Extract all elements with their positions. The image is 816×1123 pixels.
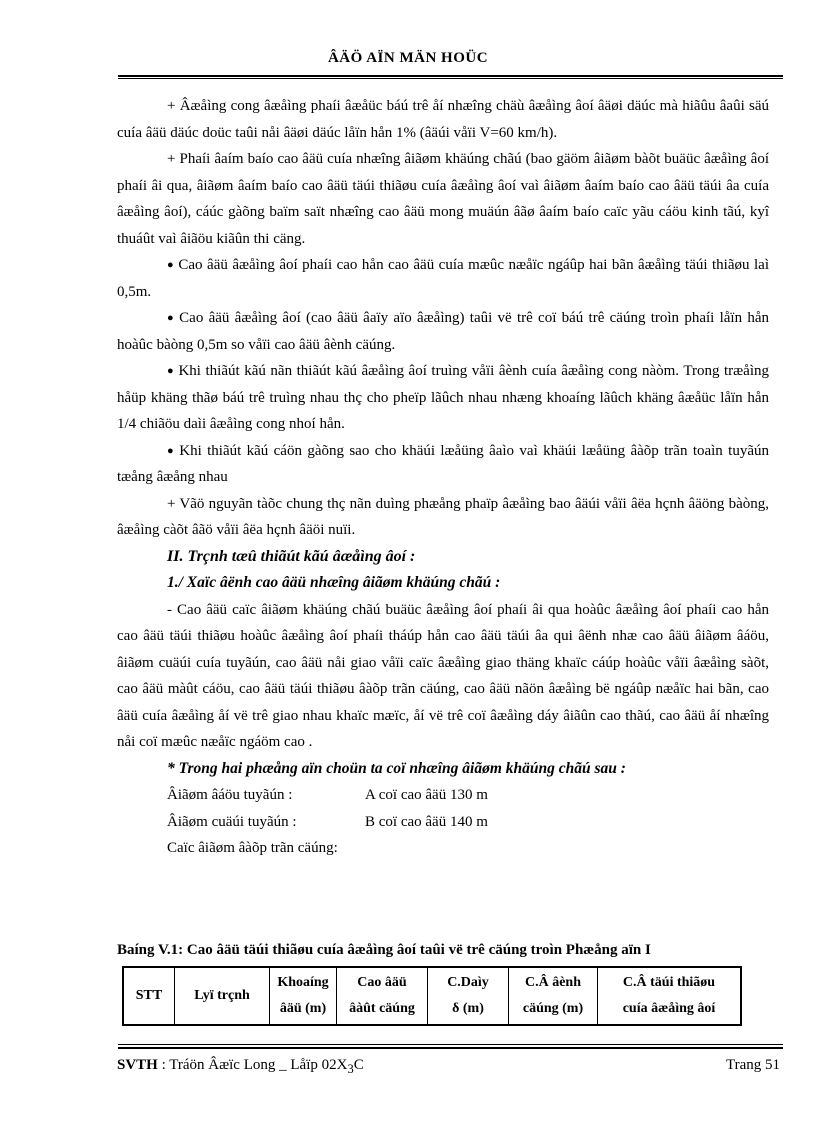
header-rule-thin [118,78,783,79]
control-point-label: Âiãøm âáöu tuyãún : [167,787,293,803]
header-rule [118,75,783,77]
header-top-elevation: C.Â âènh cäúng (m) [509,967,598,1025]
bullet-icon: ● [167,312,176,324]
footer-author: SVTH : Tráön Âæïc Long _ Låïp $02X_3C$ [117,1057,364,1076]
document-body [117,93,769,862]
paragraph-control-points: + Phaíi âaím baío cao âäü cuía nhæîng âiãøm khäúng chãú (bao gäöm âiãøm bàõt buäüc âæåìng âoí phaíi âi qua, âiãøm âaím baío cao âäü täúi thiãøu cuía âæåìng âoí vaì âiãøm âaím baío cao âäü täúi âa cuía âæåìng âoí), cáúc gàõng baïm saït nhæîng cao âäü mong muäún âãø âaím baío caïc yãu cáöu kinh tãú, kyî thuáût vaì âiãöu kiãûn thi cäng. [117,151,769,247]
bullet-culvert-height [117,305,769,358]
bullet-curve-coincide [117,358,769,438]
footer-page-number: Trang 51 [725,1057,780,1073]
header-span: Khoaíng âäü (m) [270,967,337,1025]
bullet-text: Cao âäü âæåìng âoí (cao âäü âaïy aïo âæåìng) taûi vë trê coï báú trê cäúng troìn phaíi låïn hån hoàûc bàòng 0,5m so våïi cao âäü âènh cäúng. [117,310,769,353]
bullet-icon: ● [167,444,176,457]
paragraph-control-elevations: - Cao âäü caïc âiãøm khäúng chãú buäüc âæåìng âoí phaíi âi qua hoàûc âæåìng âoí phaíi cao hån cao âäü täúi thiãøu hoàûc âæåìng âoí phaíi tháúp hån cao âäü täúi âa qui âënh nhæ cao âäü âiãøm âáöu, âiãøm cuäúi cuía tuyãún, cao âäü nåi giao våïi caïc âæåìng giao thäng khaïc cáúp hoàûc våïi âæåìng sàõt, cao âäü màût cáöu, cao âäü täúi thiãøu âàõp trãn cäúng, cao âäü nãön âæåìng bë ngáûp næåïc hai bãn, cao âäü cuía âæåìng åí vë trê giao nhau khaïc mæïc, åí vë trê coï âæåìng dáy âiãûn cao thãú, cao âäü åí nhæîng nåi coï mæûc næåïc ngáöm cao . [117,601,769,750]
control-point-end [117,809,769,836]
table-caption: Baíng V.1: Cao âäü täúi thiãøu cuía âæåìng âoí taûi vë trê cäúng troìn Phæång aïn I [117,942,651,958]
footer-rule-thin [118,1044,783,1045]
note-heading: * Trong hai phæång aïn choün ta coï nhæîng âiãøm khäúng chãú sau : [167,759,626,777]
footer-rule [118,1047,783,1049]
control-point-start [117,782,769,809]
bullet-cut-fill-balance [117,438,769,491]
bullet-text: Khi thiãút kãú cáön gàõng sao cho khäúi læåüng âaìo vaì khäúi læåüng âàõp trãn toaìn tuyãún tæång âæång nhau [117,442,769,485]
bullet-text: Cao âäü âæåìng âoí phaíi cao hån cao âäü cuía mæûc næåïc ngáûp hai bãn âæåìng täúi thiãøu laì 0,5m. [117,257,769,300]
paragraph-curve-placement: + Âæåìng cong âæåìng phaíi âæåüc báú trê åí nhæîng chäù âæåìng âoí âäøi däúc mà hiãûu âaûi säú cuía âäü däúc doüc taûi nåi âäøi däúc låïn hån 1% (âäúi våïi V=60 km/h). [117,98,769,141]
table-header-row [123,967,741,1025]
bullet-flood-level [117,252,769,305]
culverts-line: Caïc âiãøm âàõp trãn cäúng: [167,840,338,856]
header-culvert-elevation: Cao âäü âàût cäúng [337,967,428,1025]
section-heading: II. Trçnh tæû thiãút kãú âæåìng âoí : [167,547,416,565]
page-header-title: ÂÄÖ AÏN MÄN HOÜC [327,50,489,66]
header-thickness: C.Daìy δ (m) [428,967,509,1025]
header-stt: STT [123,967,175,1025]
header-min-road-elevation: C.Â täúi thiãøu cuía âæåìng âoí [598,967,742,1025]
subsection-heading: 1./ Xaïc âënh cao âäü nhæîng âiãøm khäúng chãú : [167,574,501,591]
bullet-icon: ● [167,365,175,377]
bullet-icon: ● [167,259,175,271]
control-point-value: A coï cao âäü 130 m [365,787,488,803]
paragraph-design-method: + Vãö nguyãn tàõc chung thç nãn duìng phæång phaïp âæåìng bao âäúi våïi âëa hçnh âäöng bàòng, âæåìng càõt âãö våïi âëa hçnh âäöi nuïi. [117,495,769,538]
bullet-text: Khi thiãút kãú nãn thiãút kãú âæåìng âoí truìng våïi âènh cuía âæåìng cong nàòm. Trong træåìng håüp khäng thãø báú trê truìng nhau thç cho pheïp lãûch nhau nhæng khoaíng lãûch khäng âæåüc låïn hån 1/4 chiãöu daìi âæåìng cong nhoí hån. [117,363,769,432]
culvert-table [122,966,742,1026]
control-point-value: B coï cao âäü 140 m [365,813,488,830]
header-chainage: Lyï trçnh [175,967,270,1025]
control-point-label: Âiãøm cuäúi tuyãún : [167,813,297,830]
